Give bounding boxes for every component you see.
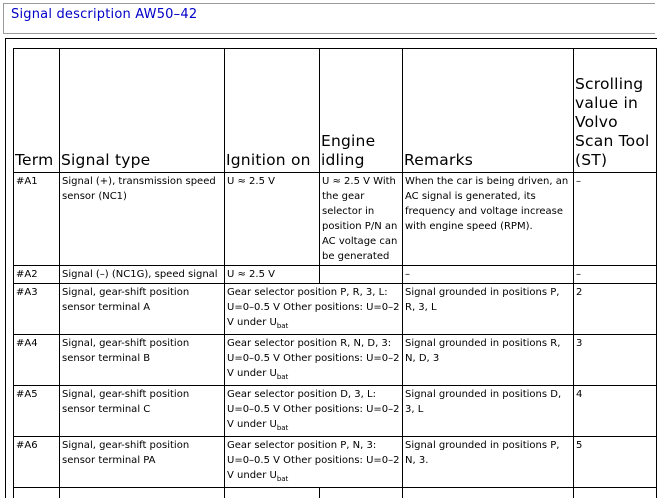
cell-signal-type: Signal, gear-shift position sensor terminal PA	[60, 437, 225, 488]
table-row	[14, 173, 657, 266]
gear-voltage-text: Gear selector position P, N, 3: U=0–0.5 V Other positions: U=0–2 V under U	[227, 440, 400, 481]
table-row	[14, 284, 657, 335]
header-signal-type: Signal type	[60, 49, 225, 173]
gear-voltage-text: Gear selector position R, N, D, 3: U=0–0.5 V Other positions: U=0–2 V under U	[227, 338, 400, 379]
header-term: Term	[14, 49, 60, 173]
header-remarks: Remarks	[403, 49, 574, 173]
cell-gear-selector-voltage	[225, 335, 403, 386]
cell-term: #A4	[14, 335, 60, 386]
table-row	[14, 386, 657, 437]
cell-scrolling-value: 4	[574, 386, 657, 437]
cell-scrolling-value: 2	[574, 284, 657, 335]
cell-empty	[574, 488, 657, 498]
cell-gear-selector-voltage	[225, 386, 403, 437]
cell-term: #A2	[14, 266, 60, 284]
cell-engine-idling: U ≈ 2.5 V With the gear selector in position P/N an AC voltage can be generated	[320, 173, 403, 266]
header-ignition-on: Ignition on	[225, 49, 320, 173]
cell-gear-selector-voltage	[225, 437, 403, 488]
cell-term: #A5	[14, 386, 60, 437]
cell-gear-selector-voltage	[225, 284, 403, 335]
table-row	[14, 488, 657, 498]
cell-empty	[225, 488, 320, 498]
cell-signal-type: Signal, gear-shift position sensor terminal C	[60, 386, 225, 437]
cell-scrolling-value: 5	[574, 437, 657, 488]
cell-empty	[60, 488, 225, 498]
cell-scrolling-value: –	[574, 266, 657, 284]
cell-remarks: Signal grounded in positions R, N, D, 3	[403, 335, 574, 386]
cell-signal-type: Signal (–) (NC1G), speed signal	[60, 266, 225, 284]
cell-term: #A6	[14, 437, 60, 488]
cell-ignition-on: U ≈ 2.5 V	[225, 173, 320, 266]
cell-signal-type: Signal, gear-shift position sensor terminal A	[60, 284, 225, 335]
gear-voltage-text: Gear selector position P, R, 3, L: U=0–0.5 V Other positions: U=0–2 V under U	[227, 287, 400, 328]
header-scrolling-value: Scrolling value in Volvo Scan Tool (ST)	[574, 49, 657, 173]
cell-remarks: Signal grounded in positions D, 3, L	[403, 386, 574, 437]
cell-empty	[320, 488, 403, 498]
cell-term: #A3	[14, 284, 60, 335]
document-frame	[5, 38, 657, 498]
cell-signal-type: Signal (+), transmission speed sensor (NC1)	[60, 173, 225, 266]
table-row	[14, 335, 657, 386]
cell-ignition-on: U ≈ 2.5 V	[225, 266, 320, 284]
page-title: Signal description AW50–42	[11, 7, 198, 22]
signal-table	[13, 48, 657, 498]
table-header-row	[14, 49, 657, 173]
table-row	[14, 437, 657, 488]
cell-scrolling-value: –	[574, 173, 657, 266]
cell-remarks: Signal grounded in positions P, N, 3.	[403, 437, 574, 488]
gear-voltage-text: Gear selector position D, 3, L: U=0–0.5 V Other positions: U=0–2 V under U	[227, 389, 400, 430]
cell-empty	[403, 488, 574, 498]
voltage-subscript: bat	[276, 475, 289, 483]
cell-remarks: When the car is being driven, an AC signal is generated, its frequency and voltage increase with engine speed (RPM).	[403, 173, 574, 266]
cell-engine-idling	[320, 266, 403, 284]
table-row	[14, 266, 657, 284]
cell-term: #A1	[14, 173, 60, 266]
cell-scrolling-value: 3	[574, 335, 657, 386]
title-bar	[3, 3, 655, 34]
voltage-subscript: bat	[276, 322, 289, 330]
voltage-subscript: bat	[276, 424, 289, 432]
voltage-subscript: bat	[276, 373, 289, 381]
cell-empty	[14, 488, 60, 498]
cell-remarks: Signal grounded in positions P, R, 3, L	[403, 284, 574, 335]
cell-signal-type: Signal, gear-shift position sensor terminal B	[60, 335, 225, 386]
header-engine-idling: Engine idling	[320, 49, 403, 173]
cell-remarks: –	[403, 266, 574, 284]
